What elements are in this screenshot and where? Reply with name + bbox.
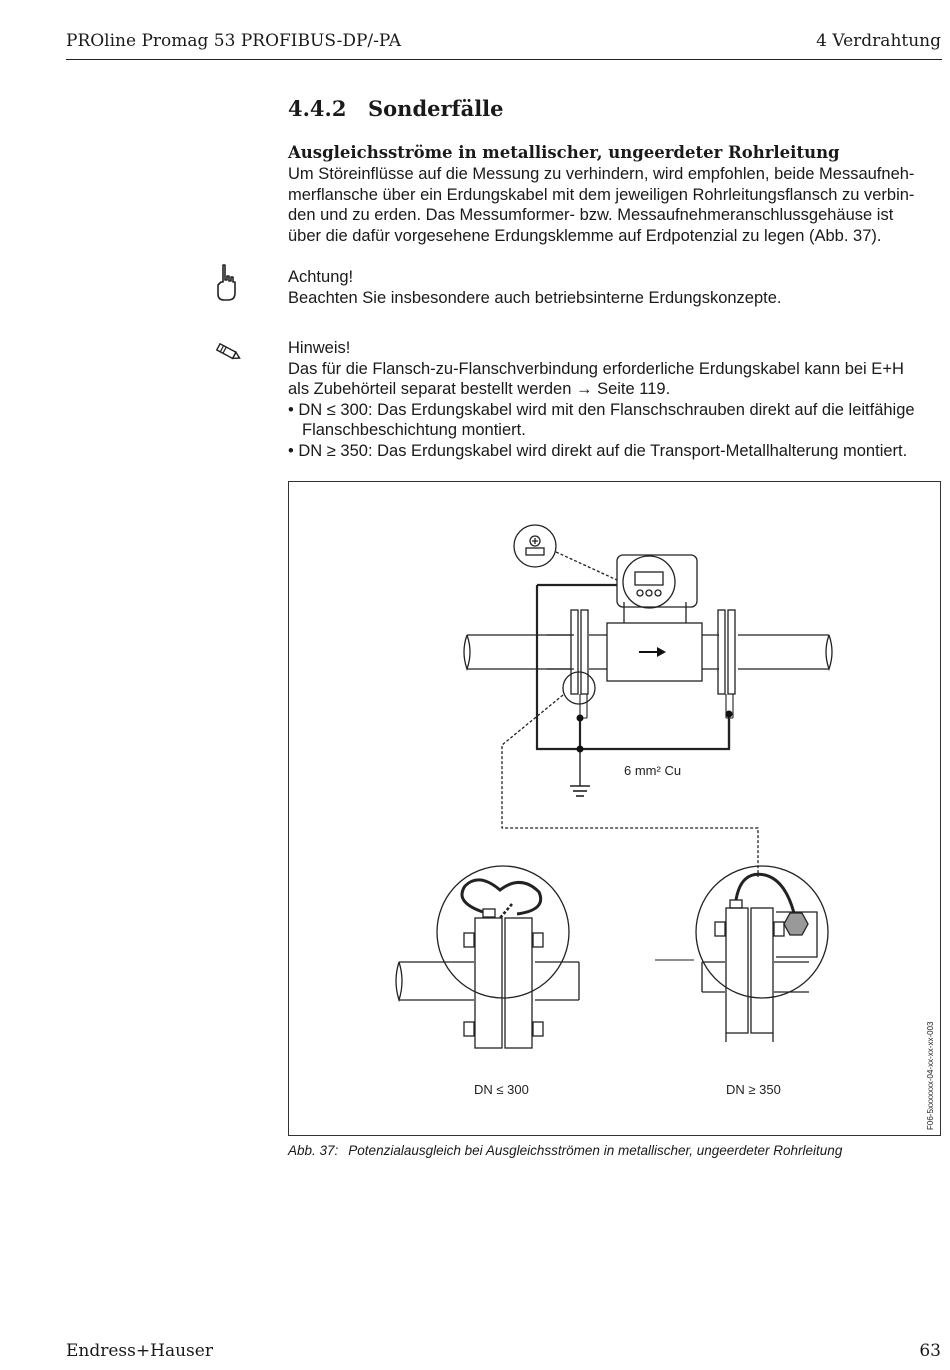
caption-label: Abb. 37:: [288, 1143, 339, 1158]
note-bullet: • DN ≥ 350: Das Erdungskabel wird direkt auf die Transport-Metallhalterung montiert.: [288, 441, 908, 460]
header-document-title: PROline Promag 53 PROFIBUS-DP/-PA: [66, 31, 402, 51]
body-line: über die dafür vorgesehene Erdungsklemme auf Erdpotenzial zu legen (Abb. 37).: [288, 226, 882, 245]
header-rule: [66, 59, 942, 60]
grounding-diagram: [289, 482, 940, 1135]
body-line: Um Störeinflüsse auf die Messung zu verhindern, wird empfohlen, beide Messaufneh-: [288, 165, 915, 183]
ground-wire: [537, 585, 729, 749]
cable-label: 6 mm² Cu: [624, 763, 682, 778]
subheading: Ausgleichsströme in metallischer, ungeerdeter Rohrleitung: [288, 143, 840, 162]
detail-circle-small-dn: [437, 866, 569, 998]
note-bullet: • DN ≤ 300: Das Erdungskabel wird mit den Flanschschrauben direkt auf die leitfähige: [288, 400, 915, 419]
footer-company: Endress+Hauser: [66, 1341, 213, 1361]
label-large-dn: DN ≥ 350: [726, 1082, 781, 1097]
figure-caption: [288, 1143, 842, 1158]
footer-page-number: 63: [919, 1341, 941, 1361]
note-title: Hinweis!: [288, 339, 351, 357]
label-small-dn: DN ≤ 300: [474, 1082, 529, 1097]
pipe-right-end: [826, 635, 832, 669]
pointing-hand-icon: [214, 263, 238, 303]
note-block: [288, 338, 948, 461]
pipe-left: [467, 635, 571, 669]
flange-right-a: [718, 610, 725, 694]
pipe-left-end: [464, 635, 470, 669]
caution-text: Beachten Sie insbesondere auch betriebsinterne Erdungskonzepte.: [288, 288, 782, 307]
caption-text: Potenzialausgleich bei Ausgleichsströmen in metallischer, ungeerdeter Rohrleitung: [348, 1143, 843, 1158]
figure-frame: [288, 481, 941, 1136]
pipe-right: [738, 635, 829, 669]
detail-circle-large-dn: [696, 866, 828, 998]
note-bullet-continuation: Flanschbeschichtung montiert.: [302, 421, 526, 439]
body-line: den und zu erden. Das Messumformer- bzw. Messaufnehmeranschlussgehäuse ist: [288, 206, 894, 224]
flange-left-a: [571, 610, 578, 694]
caution-block: [288, 267, 948, 308]
caution-title: Achtung!: [288, 268, 354, 286]
flange-left-b: [581, 610, 588, 694]
note-line: als Zubehörteil separat bestellt werden → Seite 119.: [288, 380, 671, 398]
section-number: 4.4.2: [288, 96, 347, 121]
note-line: Das für die Flansch-zu-Flanschverbindung erforderliche Erdungskabel kann bei E+H: [288, 359, 904, 378]
header-chapter: 4 Verdrahtung: [816, 31, 941, 51]
flange-right-b: [728, 610, 735, 694]
section-heading: [288, 96, 504, 121]
body-line: merflansche über ein Erdungskabel mit dem jeweiligen Rohrleitungsflansch zu verbin-: [288, 185, 915, 204]
section-title: Sonderfälle: [368, 96, 504, 121]
transmitter-display-ring: [623, 556, 675, 608]
figure-id: F06-5xxxxxxx-04-xx-xx-xx-003: [926, 1021, 935, 1130]
body-paragraph: [288, 164, 948, 246]
pencil-icon: [212, 340, 242, 364]
